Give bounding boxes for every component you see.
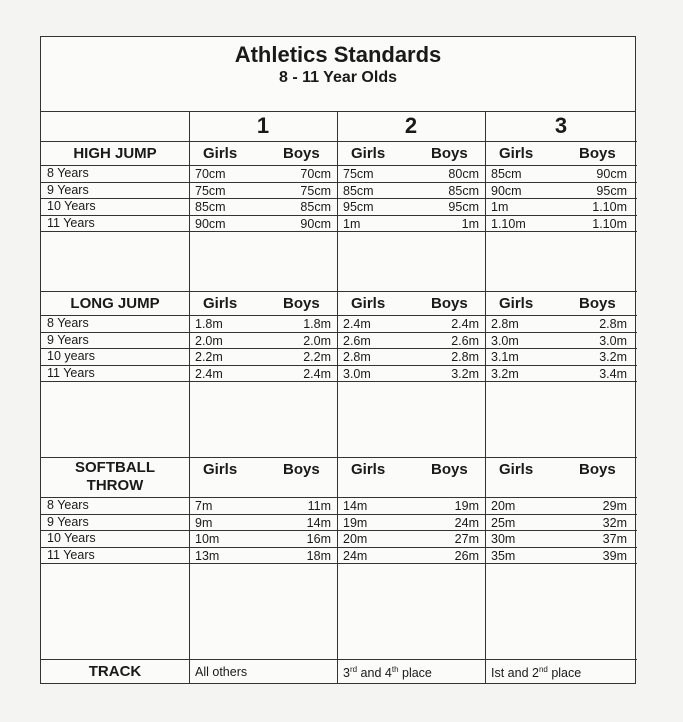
boys-value: 2.6m [451, 333, 479, 348]
age-label: 10 Years [47, 199, 96, 213]
boys-value: 2.8m [451, 350, 479, 364]
track-col1: All others [195, 665, 248, 679]
column-number: 3 [554, 113, 568, 138]
girls-header: Girls [203, 461, 238, 478]
girls-header: Girls [351, 461, 386, 478]
section-divider [41, 291, 637, 292]
boys-value: 26m [454, 548, 479, 563]
girls-value: 3.1m [491, 350, 519, 364]
row-divider [41, 182, 637, 183]
girls-header: Girls [203, 145, 238, 162]
girls-value: 2.8m [343, 350, 371, 364]
girls-value: 7m [195, 499, 213, 513]
boys-value: 95cm [596, 183, 627, 198]
section-header-divider [41, 315, 637, 316]
row-divider [41, 547, 637, 548]
age-label: 9 Years [47, 514, 89, 529]
boys-header: Boys [579, 461, 616, 478]
girls-header: Girls [351, 295, 386, 312]
row-divider [41, 381, 637, 382]
header-divider [41, 141, 637, 142]
row-divider [41, 348, 637, 349]
girls-header: Girls [203, 295, 238, 312]
column-divider [189, 111, 190, 683]
girls-value: 10m [195, 532, 220, 546]
boys-value: 1.10m [592, 200, 627, 214]
boys-value: 16m [306, 532, 331, 546]
girls-value: 2.6m [343, 333, 371, 348]
boys-value: 27m [454, 532, 479, 546]
girls-value: 1m [343, 216, 361, 231]
boys-value: 37m [602, 532, 627, 546]
row-divider [41, 332, 637, 333]
girls-header: Girls [499, 295, 534, 312]
boys-value: 2.2m [303, 350, 331, 364]
section-label: LONG JUMP [70, 295, 160, 312]
age-label: 11 Years [47, 215, 95, 230]
girls-value: 95cm [343, 200, 374, 214]
section-label: THROW [86, 477, 144, 494]
boys-value: 2.8m [599, 317, 627, 331]
girls-value: 85cm [343, 183, 374, 198]
row-divider [41, 365, 637, 366]
age-label: 11 Years [47, 365, 95, 380]
boys-value: 29m [602, 499, 627, 513]
track-col3 [491, 665, 581, 680]
row-divider [41, 231, 637, 232]
boys-header: Boys [579, 295, 616, 312]
age-label: 8 Years [47, 316, 89, 330]
boys-value: 2.0m [303, 333, 331, 348]
page-subtitle: 8 - 11 Year Olds [278, 69, 397, 86]
boys-header: Boys [579, 145, 616, 162]
column-divider [337, 111, 338, 683]
row-divider [41, 198, 637, 199]
girls-value: 75cm [195, 183, 226, 198]
age-label: 9 Years [47, 332, 89, 347]
girls-value: 90cm [491, 183, 522, 198]
track-label: TRACK [88, 663, 142, 680]
track-col2-part: rd [349, 665, 358, 674]
girls-value: 14m [343, 499, 368, 513]
girls-value: 1m [491, 200, 509, 214]
section-header-divider [41, 497, 637, 498]
boys-header: Boys [431, 295, 468, 312]
girls-header: Girls [499, 461, 534, 478]
track-col2-part: and 4 [357, 666, 392, 681]
boys-header: Boys [283, 145, 320, 162]
row-divider [41, 530, 637, 531]
section-divider [41, 659, 637, 660]
girls-header: Girls [351, 145, 386, 162]
girls-value: 24m [343, 548, 368, 563]
boys-value: 3.2m [599, 350, 627, 364]
girls-value: 75cm [343, 167, 374, 181]
girls-value: 2.4m [195, 366, 223, 381]
track-col2-part: place [398, 666, 432, 681]
age-label: 9 Years [47, 182, 89, 197]
boys-value: 3.0m [599, 333, 627, 348]
girls-value: 3.0m [491, 333, 519, 348]
track-col2-part: th [391, 665, 399, 674]
track-col2-part: 3 [343, 666, 350, 681]
boys-value: 70cm [300, 167, 331, 181]
girls-value: 2.0m [195, 333, 223, 348]
column-divider [485, 111, 486, 683]
boys-value: 19m [454, 499, 479, 513]
age-label: 11 Years [47, 547, 95, 562]
girls-value: 25m [491, 515, 516, 530]
girls-value: 2.4m [343, 317, 371, 331]
page-title: Athletics Standards [234, 42, 442, 67]
boys-value: 80cm [448, 167, 479, 181]
girls-value: 1.8m [195, 317, 223, 331]
girls-value: 30m [491, 532, 516, 546]
age-label: 10 years [47, 349, 95, 363]
boys-value: 32m [602, 515, 627, 530]
section-label: HIGH JUMP [73, 145, 157, 162]
girls-value: 20m [491, 499, 516, 513]
girls-header: Girls [499, 145, 534, 162]
boys-value: 90cm [300, 216, 331, 231]
row-divider [41, 563, 637, 564]
boys-header: Boys [431, 145, 468, 162]
girls-value: 20m [343, 532, 368, 546]
boys-value: 1.10m [592, 216, 627, 231]
girls-value: 3.2m [491, 366, 519, 381]
girls-value: 35m [491, 548, 516, 563]
boys-value: 24m [454, 515, 479, 530]
age-label: 8 Years [47, 166, 89, 180]
section-divider [41, 457, 637, 458]
girls-value: 85cm [195, 200, 226, 214]
boys-value: 11m [307, 499, 331, 513]
girls-value: 3.0m [343, 366, 371, 381]
column-number: 2 [404, 113, 418, 138]
track-col3-part: Ist and 2 [491, 666, 539, 681]
boys-value: 39m [602, 548, 627, 563]
girls-value: 2.2m [195, 350, 223, 364]
row-divider [41, 514, 637, 515]
boys-header: Boys [283, 461, 320, 478]
boys-value: 95cm [448, 200, 479, 214]
boys-value: 2.4m [303, 366, 331, 381]
row-divider [41, 215, 637, 216]
girls-value: 70cm [195, 167, 226, 181]
girls-value: 2.8m [491, 317, 519, 331]
boys-header: Boys [283, 295, 320, 312]
girls-value: 1.10m [491, 216, 526, 231]
boys-value: 75cm [300, 183, 331, 198]
section-label: SOFTBALL [75, 459, 155, 476]
girls-value: 13m [195, 548, 220, 563]
column-number: 1 [256, 113, 270, 138]
girls-value: 19m [343, 515, 368, 530]
boys-value: 3.4m [599, 366, 627, 381]
track-col2 [343, 665, 432, 680]
boys-header: Boys [431, 461, 468, 478]
boys-value: 14m [306, 515, 331, 530]
boys-value: 1m [461, 216, 479, 231]
age-label: 10 Years [47, 531, 96, 545]
track-col3-part: nd [538, 665, 548, 674]
girls-value: 90cm [195, 216, 226, 231]
section-header-divider [41, 165, 637, 166]
age-label: 8 Years [47, 498, 89, 512]
boys-value: 85cm [448, 183, 479, 198]
girls-value: 9m [195, 515, 213, 530]
title-area [41, 37, 635, 112]
girls-value: 85cm [491, 167, 522, 181]
boys-value: 3.2m [451, 366, 479, 381]
track-col3-part: place [547, 666, 582, 681]
boys-value: 90cm [596, 167, 627, 181]
boys-value: 1.8m [303, 317, 331, 331]
boys-value: 2.4m [451, 317, 479, 331]
boys-value: 18m [306, 548, 331, 563]
standards-sheet [40, 36, 636, 684]
boys-value: 85cm [300, 200, 331, 214]
